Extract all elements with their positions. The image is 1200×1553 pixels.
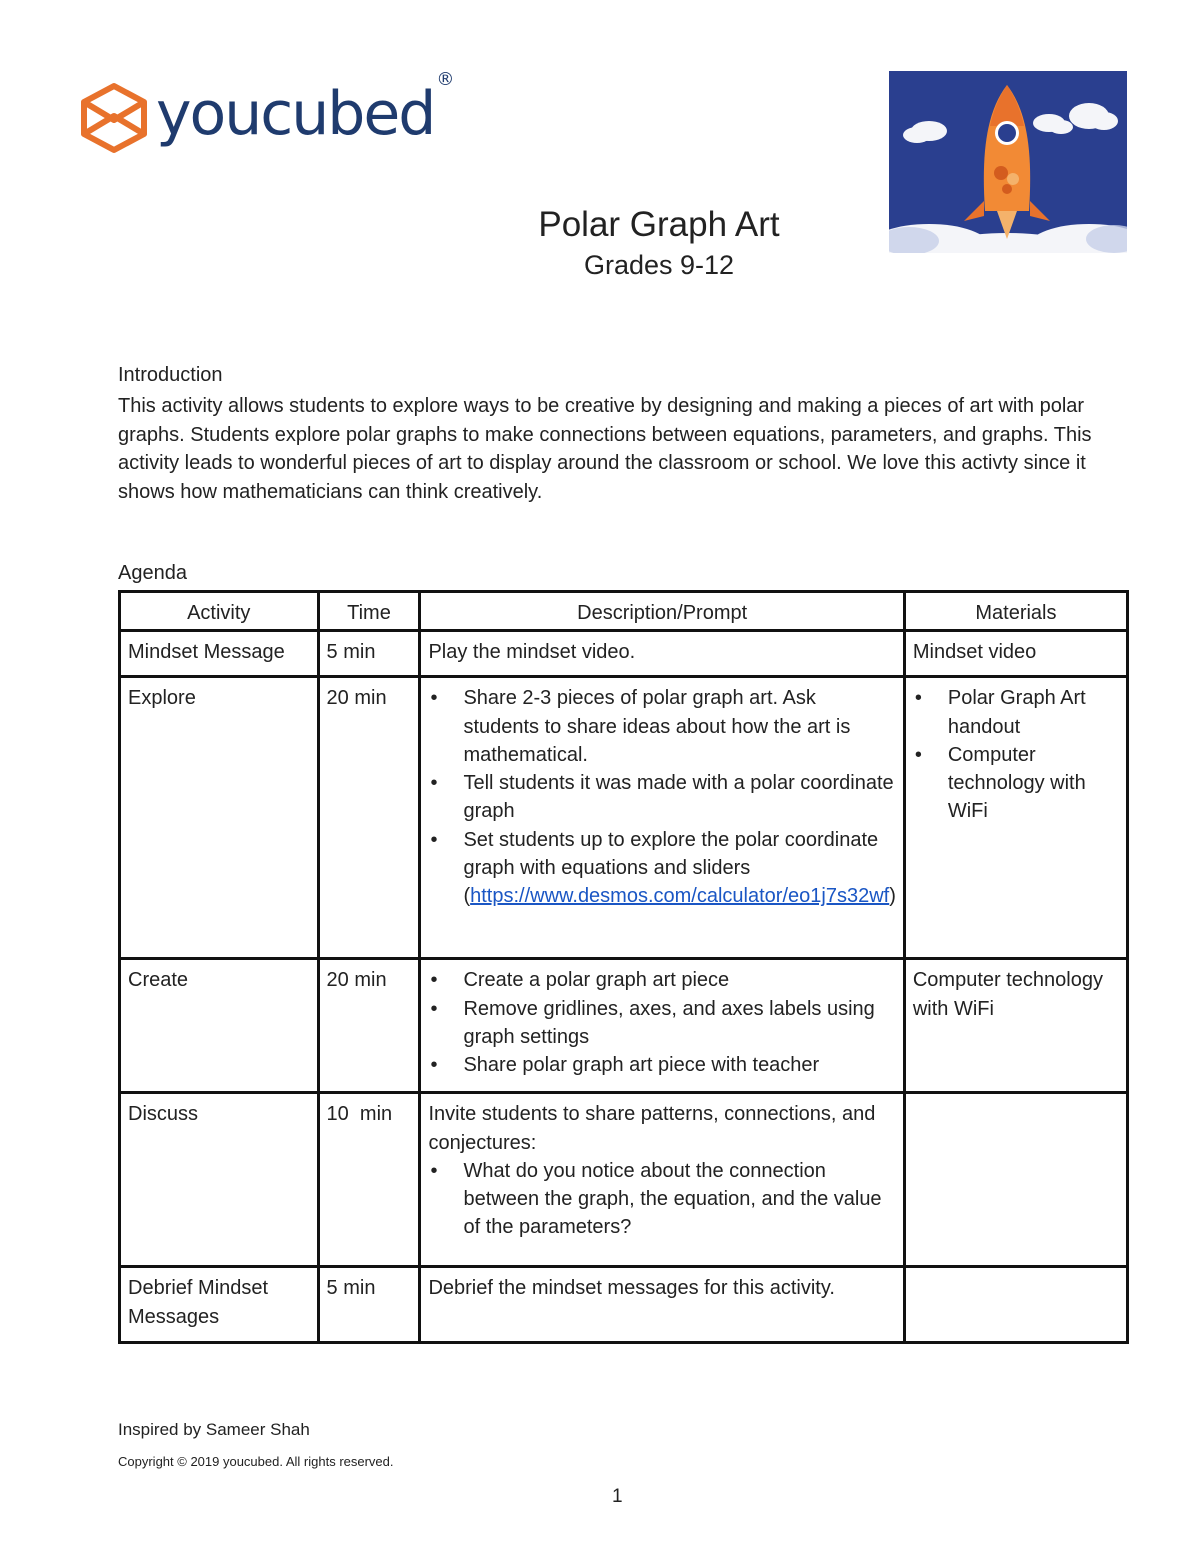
description-cell	[420, 1093, 904, 1267]
materials-cell	[904, 1267, 1127, 1343]
table-row	[120, 1267, 1128, 1343]
credit-line: Inspired by Sameer Shah	[118, 1420, 310, 1439]
list-item-text: Set students up to explore the polar coordinate graph with equations and sliders (	[463, 828, 879, 908]
activity-cell: Discuss	[120, 1093, 319, 1267]
intro-paragraph: This activity allows students to explore ways to be creative by designing and making a pieces of art with polar graphs. Students explore polar graphs to make connections between equations, parameters, and graphs. This activity leads to wonderful pieces of art to display around the classroom or school. We love this activty since it shows how mathematicians can think creatively.	[118, 395, 1092, 503]
table-header-row	[120, 592, 1128, 631]
cube-logo-icon	[78, 82, 150, 154]
list-item: • Share 2-3 pieces of polar graph art. Ask students to share ideas about how the art is mathematical.	[428, 684, 895, 769]
description-text: Invite students to share patterns, connections, and conjectures:	[428, 1103, 876, 1154]
page-number: 1	[612, 1486, 623, 1507]
column-header-activity: Activity	[120, 592, 319, 631]
list-item: • Polar Graph Art handout	[913, 684, 1119, 741]
table-row	[120, 1093, 1128, 1267]
activity-cell: Debrief Mindset Messages	[120, 1267, 319, 1343]
materials-list	[913, 684, 1119, 825]
copyright-notice: Copyright © 2019 youcubed. All rights reserved.	[118, 1454, 394, 1469]
column-header-materials: Materials	[904, 592, 1127, 631]
materials-cell: Mindset video	[904, 631, 1127, 677]
youcubed-logo	[78, 69, 453, 154]
description-cell	[420, 959, 904, 1093]
activity-cell: Explore	[120, 677, 319, 959]
agenda-heading: Agenda	[118, 562, 187, 584]
time-cell: 10 min	[318, 1093, 420, 1267]
link-close-paren: )	[889, 885, 896, 908]
column-header-time: Time	[318, 592, 420, 631]
description-cell	[420, 677, 904, 959]
list-item: • Remove gridlines, axes, and axes labels using graph settings	[428, 995, 895, 1052]
table-row	[120, 677, 1128, 959]
list-item: • Share polar graph art piece with teacher	[428, 1051, 895, 1079]
page-title: Polar Graph Art	[538, 205, 780, 244]
time-cell: 20 min	[318, 959, 420, 1093]
description-cell: Debrief the mindset messages for this activity.	[420, 1267, 904, 1343]
list-item: • What do you notice about the connection between the graph, the equation, and the value of the parameters?	[428, 1157, 895, 1242]
time-cell: 20 min	[318, 677, 420, 959]
list-item: • Tell students it was made with a polar coordinate graph	[428, 769, 895, 826]
activity-cell: Create	[120, 959, 319, 1093]
table-row	[120, 959, 1128, 1093]
description-list	[428, 1157, 895, 1242]
activity-cell: Mindset Message	[120, 631, 319, 677]
list-item	[428, 826, 895, 911]
rocket-illustration	[889, 71, 1127, 253]
time-cell: 5 min	[318, 631, 420, 677]
description-list	[428, 684, 895, 910]
list-item: • Create a polar graph art piece	[428, 966, 895, 994]
description-cell: Play the mindset video.	[420, 631, 904, 677]
desmos-link[interactable]: https://www.desmos.com/calculator/eo1j7s32wf	[470, 885, 890, 908]
agenda-table	[118, 590, 1129, 1344]
materials-cell	[904, 1093, 1127, 1267]
intro-heading: Introduction	[118, 364, 223, 386]
list-item: • Computer technology with WiFi	[913, 741, 1119, 826]
logo-wordmark: youcubed ®	[156, 69, 453, 149]
description-list	[428, 966, 895, 1079]
materials-cell: Computer technology with WiFi	[904, 959, 1127, 1093]
column-header-description: Description/Prompt	[420, 592, 904, 631]
page-subtitle: Grades 9-12	[583, 250, 735, 280]
time-cell: 5 min	[318, 1267, 420, 1343]
materials-cell	[904, 677, 1127, 959]
table-row	[120, 631, 1128, 677]
